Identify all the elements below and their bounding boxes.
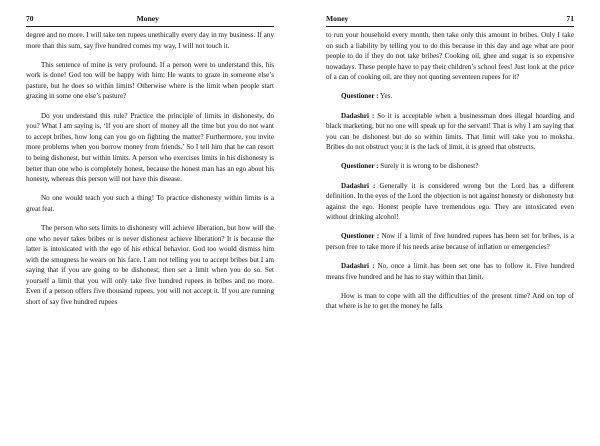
left-paragraph: This sentence of mine is very profound. If a person were to understand this, his work is done! God too will be happy with him: He wants to graze in someone else’s pasture, but he does so within limits! Otherwise where is the limit when people start grazing in some one else’s pasture? [26,60,274,101]
left-page-body [26,30,274,308]
dialogue-entry [326,231,574,252]
left-paragraph: Do you understand this rule? Practice the principle of limits in dishonesty, do you? What I am saying is, ‘If you are short of money all the time but you do not want to accept bribes, how long can you go on fighting the matter? Furthermore, you invite more problems when you borrow money from friends.’ So I tell him that he can resort to being dishonest, but within limits. A person who exercises limits in his dishonesty is better than one who is completely honest, because the honest man has an ego about his honesty, whereas this person will not have this disease. [26,111,274,184]
dialogue-entry [326,91,574,102]
left-page [26,14,274,316]
dialogue-text: Now if a limit of five hundred rupees has been set for bribes, is a person free to take more if his needs arise because of inflation or emergencies? [326,232,574,251]
left-paragraph: degree and no more. I will take ten rupees unethically every day in my business. If any more than this sum, say five hundred comes my way, I will not touch it. [26,31,274,50]
left-paragraph: The person who sets limits to dishonesty will achieve liberation, but how will the one who never takes bribes or is never dishonest achieve liberation? It is because the latter is intoxicated with the ego of his ethical behavior. God too would dismiss him with the smugness he wears on his face. I am not telling you to accept bribes but I am saying that if you are going to be dishonest, then set a limit when you do so. Set yourself a limit that you will only take five hundred rupees in bribes and no more. Even if a person offers five thousand rupees, you will not accept it. If you are running short of say five hundred rupees [26,223,274,307]
dialogue-entry [326,111,574,153]
dialogue-text: No, once a limit has been set one has to follow it. Five hundred means five hundred and he has to stay within that limit. [326,262,575,281]
dialogue-speaker: Questioner : [341,162,379,171]
right-page-header [326,14,574,27]
right-closing-paragraph: How is man to cope with all the difficulties of the present time? And on top of that where is he to get the money he falls [326,291,574,311]
dialogue-speaker: Questioner : [341,232,380,241]
right-page [326,14,574,320]
dialogue-entry [326,181,574,223]
dialogue-text: Surely it is wrong to be dishonest? [380,162,479,171]
dialogue-entry [326,261,574,282]
dialogue-speaker: Questioner : [341,92,379,101]
right-page-number: 71 [566,14,574,23]
dialogue-text: Yes. [380,92,393,101]
dialogue-speaker: Dadashri : [341,262,375,271]
left-paragraph: No one would teach you such a thing! To practice dishonesty within limits is a great feat. [26,194,274,213]
left-running-title: Money [136,14,159,23]
dialogue-text: So it is acceptable when a businessman does illegal hoarding and black marketing, but no one will speak up for the servant! That is why I am saying that you can be dishonest but do so within limits. That limit will take you to moksha. Bribes do not obstruct you; it is the lack of limit, it is greed that obstructs. [326,111,574,152]
dialogue-text: Generally it is considered wrong but the Lord has a different definition. In the eyes of the Lord the objection is not against honesty or dishonesty but against the ego. Honest people have tremendous ego. They are intoxicated even without drinking alcohol! [326,181,574,222]
right-page-body [326,30,574,312]
right-running-title: Money [326,14,349,23]
dialogue-speaker: Dadashri : [341,181,376,190]
dialogue-entry [326,161,574,172]
left-page-number: 70 [26,14,34,23]
right-opening-paragraph: to run your household every month, then take only this amount in bribes. Only I take on such a liability by telling you to do this because in this day and age what are poor people to do if they do not take bribes? Cooking oil, ghee and sugar is so expensive nowadays. These people have to pay their children’s school fees! Just look at the price of a can of cooking oil, are they not quoting seventeen rupees for it? [326,31,574,82]
left-page-header [26,14,274,27]
dialogue-speaker: Dadashri : [341,111,375,120]
